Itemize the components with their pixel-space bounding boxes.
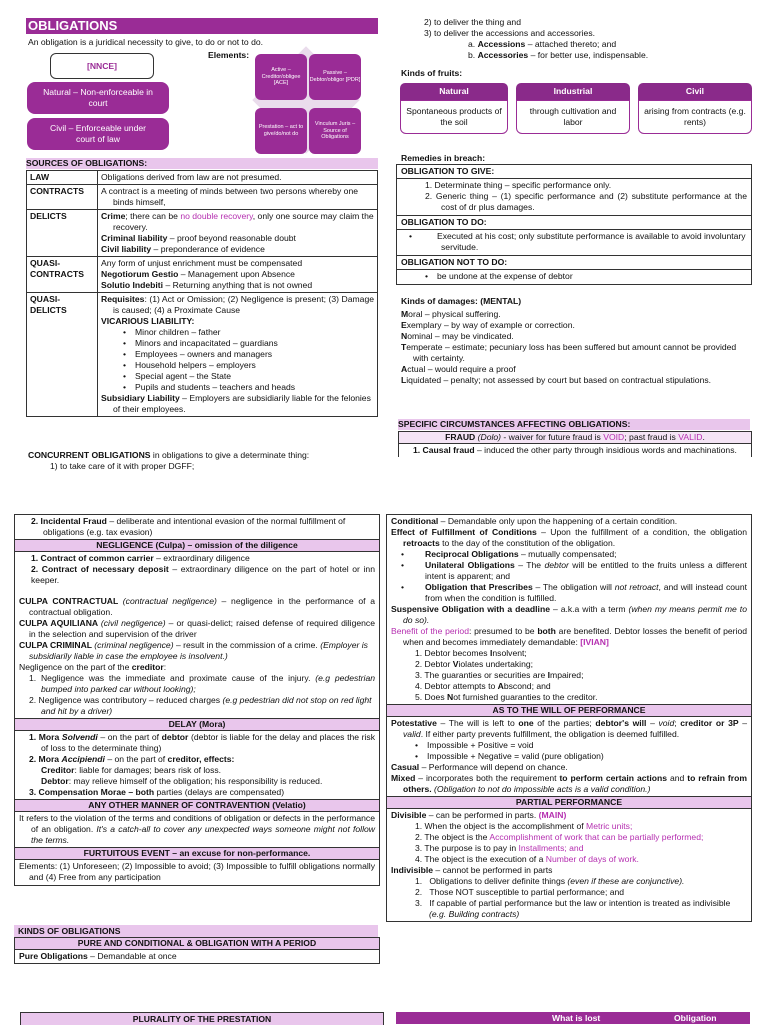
damage-nominal: Nominal – may be vindicated.	[401, 331, 514, 341]
source-law-text: Obligations derived from law are not presumed.	[98, 171, 378, 185]
damage-actual: Actual – would require a proof	[401, 364, 516, 374]
source-quasi-delicts-label: QUASI-DELICTS	[27, 293, 98, 417]
page-title: OBLIGATIONS	[28, 18, 118, 33]
vicarious-list	[101, 327, 374, 393]
fruit-natural: Natural Spontaneous products of the soil	[400, 83, 508, 134]
ivian-item: 5. Does Not furnished guaranties to the creditor.	[415, 692, 598, 702]
nnce-label: [NNCE]	[86, 61, 118, 71]
ivian-item: 3. The guaranties or securities are Impaired;	[415, 670, 584, 680]
sources-table	[26, 170, 378, 417]
lost-obligation-header: What is lost Obligation	[396, 1012, 750, 1024]
obligations-title-bar	[26, 18, 378, 34]
diagram-passive: Passive – Debtor/obligor [PDR]	[309, 54, 361, 100]
vicarious-item: • Pupils and students – teachers and heads	[123, 382, 374, 393]
concurrent-continued	[424, 17, 754, 61]
diagram-vinculum: Vinculum Juris – Source of Obligations	[309, 108, 361, 154]
damage-temperate: Temperate – estimate; pecuniary loss has been suffered but amount cannot be provided with certainty.	[401, 342, 737, 363]
concurrent-item-1: 1) to take care of it with proper DGFF;	[50, 461, 195, 471]
lower-left-panel: 2. Incidental Fraud – deliberate and intentional evasion of the normal fulfillment of obligations (e.g. tax evasion) NEGLIGENCE (Culpa) – omission of the diligence 1. Contract of common carrier – extraordinary diligence 2. Contract of necessary deposit – extraordinary diligence on the part of hotel or inn keeper. CULPA CONTRACTUAL (contractual negligence) – negligence in the performance of a contractual obligation. CULPA AQUILIANA (civil negligence) – or quasi-delict; raised defense of required diligence in the selection and supervision of the driver CULPA CRIMINAL (criminal negligence) – result in the commission of a crime. (Employer is subsidiarily liable in case the employee is insolvent.) Negligence on the part of the creditor: 1. Negligence was the immediate and proximate cause of the injury. (e.g pedestrian bumped into parked car without looking); 2. Negligence was contributory – reduced charges (e.g pedestrian did not stop on red light and hit by a driver) DELAY (Mora) 1. Mora Solvendi – on the part of debtor (debtor is liable for the delay and places the risk of loss to the determinate thing) 2. Mora Accipiendi – on the part of creditor, effects: Creditor: liable for damages; bears risk of loss. Debtor: may relieve himself of the obligation; his responsibility is reduced. 3. Compensation Morae – both parties (delays are compensated) ANY OTHER MANNER OF CONTRAVENTION (Velatio) It refers to the violation of the terms and conditions of obligation or defects in the performance of an obligation. It's a catch-all to cover any unexpected ways someone might not follow the terms. FURTUITOUS EVENT – an excuse for non-performance. Elements: (1) Unforeseen; (2) Impossible to avoid; (3) Impossible to fulfill obligations normally and (4) Free from any participation	[14, 514, 380, 886]
specific-circumstances-header: SPECIFIC CIRCUMSTANCES AFFECTING OBLIGATIONS:	[398, 419, 750, 430]
main-list	[391, 821, 747, 865]
delay-header: DELAY (Mora)	[15, 718, 379, 731]
source-delicts-text: Crime; there can be no double recovery, only one source may claim the recovery. Criminal liability – proof beyond reasonable doubt Civil liability – preponderance of evidence	[98, 210, 378, 257]
fruit-industrial: Industrial through cultivation and labor	[516, 83, 630, 134]
civil-obligation-pill	[27, 118, 169, 150]
diagram-prestation: Prestation – act to give/do/not do	[255, 108, 307, 154]
accessories-item: b. Accessories – for better use, indispensable.	[468, 50, 649, 60]
kinds-header: KINDS OF OBLIGATIONS	[14, 925, 378, 937]
vicarious-item: • Minor children – father	[123, 327, 374, 338]
fruits-label: Kinds of fruits:	[401, 68, 463, 78]
fortuitous-header: FURTUITOUS EVENT – an excuse for non-performance.	[15, 847, 379, 860]
lower-right-panel: Conditional – Demandable only upon the happening of a certain condition. Effect of Fulfillment of Conditions – Upon the fulfillment of a condition, the obligation retroacts to the day of the constitution of the obligation. • Reciprocal Obligations – mutually compensated; • Unilateral Obligations – The debtor will be entitled to the fruits unless a different intent is apparent; and • Obligation that Prescribes – The obligation will not retroact, and will instead count from when the condition is fulfilled. Suspensive Obligation with a deadline – a.k.a with a term (when my means permit me to do so). Benefit of the period: presumed to be both are benefited. Debtor losses the benefit of period when and becomes immediately demandable: [IVIAN] 1. Debtor becomes Insolvent; 2. Debtor Violates undertaking; 3. The guaranties or securities are Impaired; 4. Debtor attempts to Abscond; and 5. Does Not furnished guaranties to the creditor. AS TO THE WILL OF PERFORMANCE Potestative – The will is left to one of the parties; debtor's will – void; creditor or 3P – valid. If either party prevents fulfillment, the obligation is deemed fulfilled. • Impossible + Positive = void • Impossible + Negative = valid (pure obligation) Casual – Performance will depend on chance. Mixed – incorporates both the requirement to perform certain actions and to refrain from others. (Obligation to not do impossible acts is a valid condition.) PARTIAL PERFORMANCE Divisible – can be performed in parts. (MAIN) 1. When the object is the accomplishment of Metric units; 2. The object is the Accomplishment of work that can be partially performed; 3. The purpose is to pay in Installments; and 4. The object is the execution of a Number of days of work. Indivisible – cannot be performed in parts 1. Obligations to deliver definite things (even if these are conjunctive). 2. Those NOT susceptible to partial performance; and 3. If capable of partial performance but the law or intention is treated as indivisible (e.g. Building contracts)	[386, 514, 752, 922]
plurality-header: PLURALITY OF THE PRESTATION	[20, 1012, 384, 1025]
damage-liquidated: Liquidated – penalty; not assessed by court but based on contractual stipulations.	[401, 375, 712, 385]
concurrent-item-2: 2) to deliver the thing and	[424, 17, 521, 27]
vicarious-item: • Employees – owners and managers	[123, 349, 374, 360]
fraud-box: FRAUD (Dolo) - waiver for future fraud is VOID; past fraud is VALID. 1. Causal fraud – induced the other party through insidious words and machinations.	[398, 431, 752, 457]
main-item: 1. When the object is the accomplishment of Metric units;	[415, 821, 633, 831]
vicarious-item: • Special agent – the State	[123, 371, 374, 382]
pure-conditional-box: PURE AND CONDITIONAL & OBLIGATION WITH A PERIOD Pure Obligations – Demandable at once	[14, 937, 380, 964]
natural-obligation-pill	[27, 82, 169, 114]
fruit-civil: Civil arising from contracts (e.g. rents)	[638, 83, 752, 134]
accessions-item: a. Accessions – attached thereto; and	[468, 39, 617, 49]
ivian-list	[391, 648, 747, 703]
contravention-header: ANY OTHER MANNER OF CONTRAVENTION (Velatio)	[15, 799, 379, 812]
main-item: 2. The object is the Accomplishment of work that can be partially performed;	[415, 832, 704, 842]
concurrent-item-3: 3) to deliver the accessions and accessories.	[424, 28, 596, 38]
obligation-definition: An obligation is a juridical necessity to give, to do or not to do.	[28, 37, 264, 47]
concurrent-obligations: CONCURRENT OBLIGATIONS in obligations to give a determinate thing: 1) to take care of it with proper DGFF;	[28, 450, 378, 472]
ivian-item: 2. Debtor Violates undertaking;	[415, 659, 534, 669]
remedies-box: OBLIGATION TO GIVE: 1. Determinate thing – specific performance only. 2. Generic thing – (1) specific performance and (2) substitute performance at the cost of dr plus damages. OBLIGATION TO DO: • Executed at his cost; only substitute performance is available to avoid involuntary servitude. OBLIGATION NOT TO DO: • be undone at the expense of debtor	[396, 164, 752, 285]
diagram-active: Active – Creditor/obligee [ACE]	[255, 54, 307, 100]
vicarious-item: • Minors and incapacitated – guardians	[123, 338, 374, 349]
vicarious-item: • Household helpers – employers	[123, 360, 374, 371]
negligence-header: NEGLIGENCE (Culpa) – omission of the diligence	[15, 540, 379, 552]
source-quasi-contracts-text: Any form of unjust enrichment must be compensated Negotiorum Gestio – Management upon Absence Solutio Indebiti – Returning anything that is not owned	[98, 257, 378, 293]
source-quasi-contracts-label: QUASI-CONTRACTS	[27, 257, 98, 293]
natural-obligation-text: Natural – Non-enforceable in court	[43, 87, 153, 108]
ivian-item: 1. Debtor becomes Insolvent;	[415, 648, 527, 658]
nnce-box	[50, 53, 154, 79]
source-quasi-delicts-text: Requisites: (1) Act or Omission; (2) Negligence is present; (3) Damage is caused; (4) a Proximate Cause VICARIOUS LIABILITY: • Minor children – father • Minors and incapacitated – guardians • Employees – owners and managers • Household helpers – employers • Special agent – the State • Pupils and students – teachers and heads Subsidiary Liability – Employers are subsidiarily liable for the felonies of their employees.	[98, 293, 378, 417]
source-contracts-label: CONTRACTS	[27, 185, 98, 210]
source-delicts-label: DELICTS	[27, 210, 98, 257]
main-item: 3. The purpose is to pay in Installments; and	[415, 843, 584, 853]
elements-diagram	[236, 48, 376, 160]
sources-header: SOURCES OF OBLIGATIONS:	[26, 158, 378, 169]
partial-header: PARTIAL PERFORMANCE	[387, 796, 751, 809]
remedies-label: Remedies in breach:	[401, 153, 486, 163]
damage-exemplary: Exemplary – by way of example or correction.	[401, 320, 575, 330]
will-header: AS TO THE WILL OF PERFORMANCE	[387, 704, 751, 717]
source-law-label: LAW	[27, 171, 98, 185]
civil-obligation-text: Civil – Enforceable under court of law	[49, 123, 147, 144]
elements-label: Elements:	[208, 50, 250, 60]
damages-section: Kinds of damages: (MENTAL) Moral – physical suffering. Exemplary – by way of example or correction. Nominal – may be vindicated. Temperate – estimate; pecuniary loss has been suffered but amount cannot be provided with certainty. Actual – would require a proof Liquidated – penalty; not assessed by court but based on contractual stipulations.	[401, 296, 751, 386]
source-contracts-text: A contract is a meeting of minds between two persons whereby one binds himself,	[98, 185, 378, 210]
main-item: 4. The object is the execution of a Number of days of work.	[415, 854, 639, 864]
ivian-item: 4. Debtor attempts to Abscond; and	[415, 681, 551, 691]
damage-moral: Moral – physical suffering.	[401, 309, 501, 319]
